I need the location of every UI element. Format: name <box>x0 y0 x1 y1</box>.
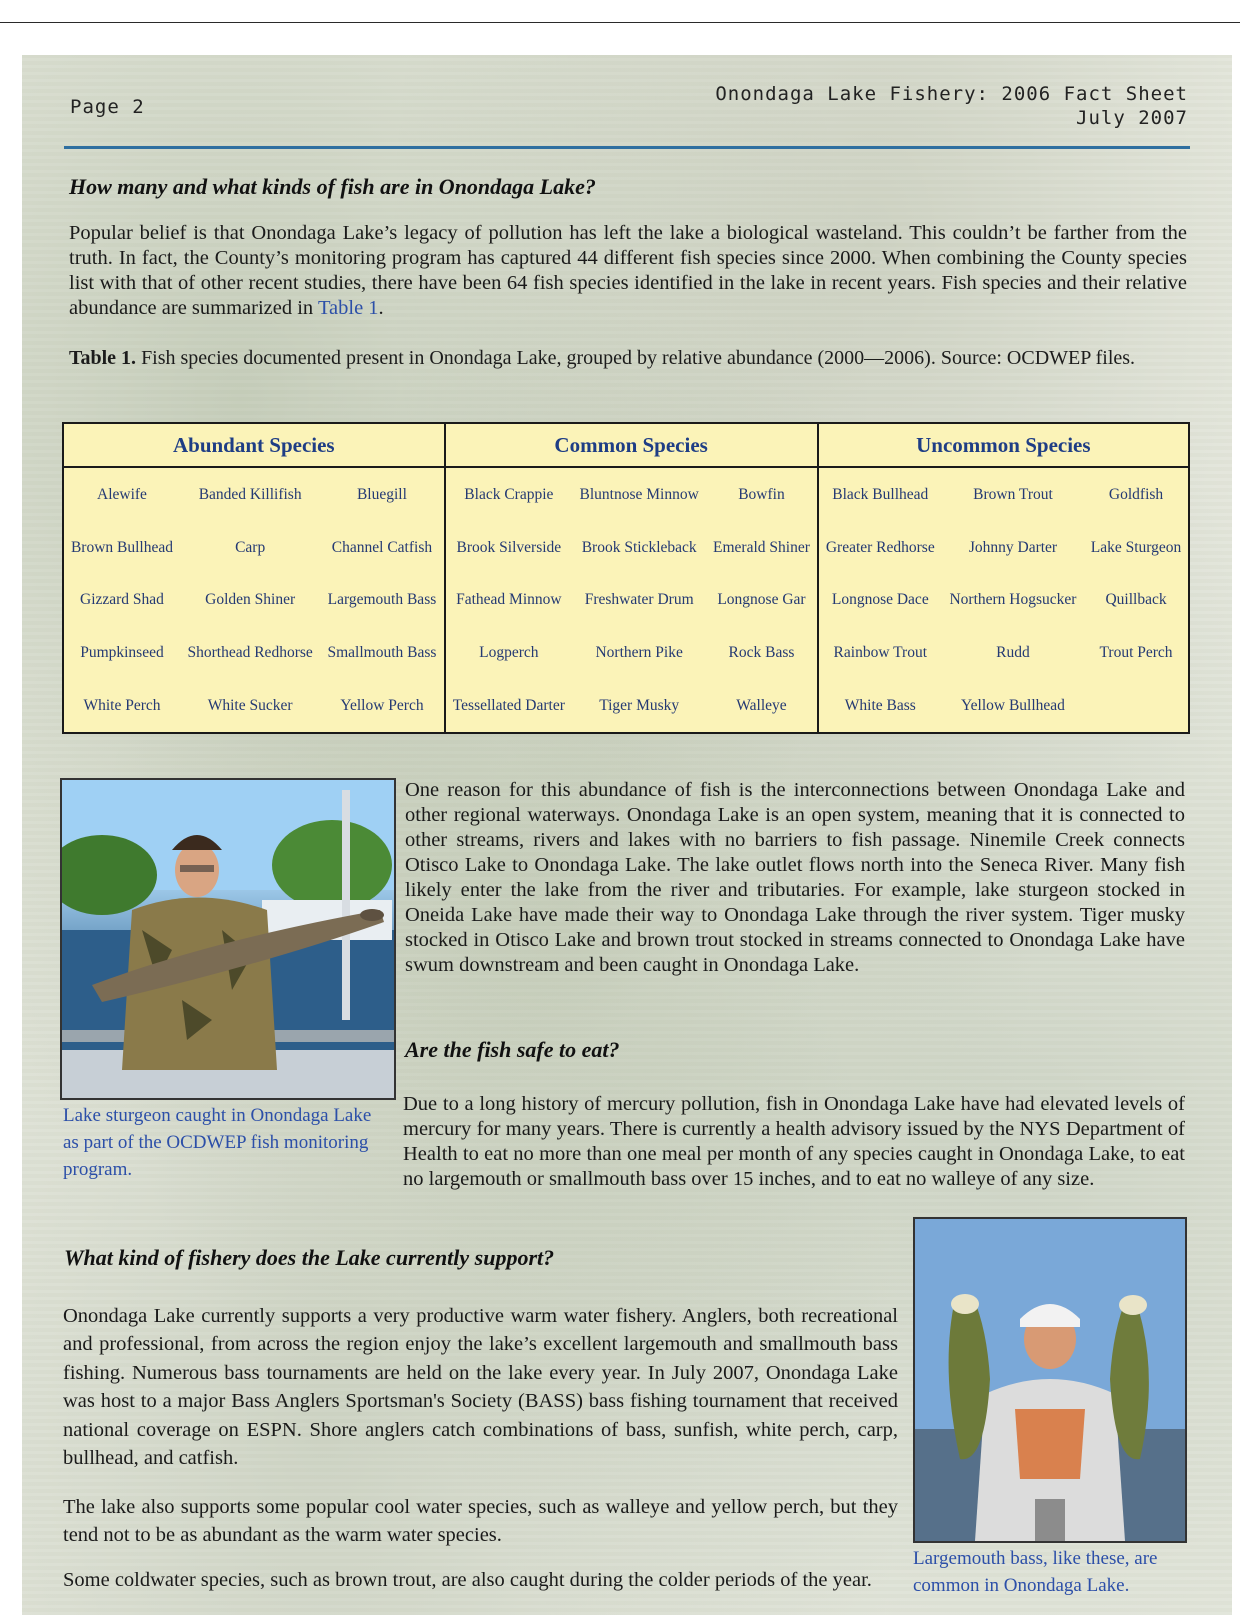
species-cell: Banded Killifish <box>198 486 302 504</box>
bass-photo-illustration <box>915 1219 1185 1541</box>
species-cell: Northern Pike <box>595 643 683 661</box>
species-cell: Quillback <box>1105 591 1167 609</box>
species-cell: Johnny Darter <box>968 539 1058 557</box>
species-cell: Trout Perch <box>1099 643 1173 661</box>
sturgeon-photo-caption: Lake sturgeon caught in Onondaga Lake as part of the OCDWEP fish monitoring program. <box>63 1105 372 1180</box>
fish-species-table <box>62 422 1190 734</box>
species-cell: Northern Hogsucker <box>949 591 1077 609</box>
species-cell: Black Crappie <box>464 486 554 504</box>
species-cell: Black Bullhead <box>832 486 929 504</box>
species-cell: Brook Stickleback <box>581 539 697 557</box>
species-cell: White Perch <box>83 696 161 714</box>
species-cell: Bowfin <box>706 467 818 521</box>
sturgeon-photo-illustration <box>62 780 394 1098</box>
table-row <box>63 679 1189 733</box>
header-title: Onondaga Lake Fishery: 2006 Fact Sheet <box>715 83 1188 105</box>
section-heading-fishery: What kind of fishery does the Lake currently support? <box>64 1245 555 1270</box>
species-cell: Largemouth Bass <box>320 574 444 626</box>
species-cell: Walleye <box>706 679 818 733</box>
species-cell: Alewife <box>97 486 147 504</box>
species-cell: Longnose Dace <box>831 591 929 609</box>
species-cell: Brown Trout <box>973 486 1053 504</box>
header-uncommon: Uncommon Species <box>818 423 1189 467</box>
species-cell: Goldfish <box>1108 486 1164 504</box>
abundance-paragraph: One reason for this abundance of fish is the interconnections between Onondaga Lake and other regional waterways. Onondaga Lake is an open system, meaning that it is connected to other streams, rivers and lakes with no barriers to fish passage. Ninemile Creek connects Otisco Lake to Onondaga Lake. The lake outlet flows north into the Seneca River. Many fish likely enter the lake from the river and tributaries. For example, lake sturgeon stocked in Oneida Lake have made their way to Onondaga Lake through the river system. Tiger musky stocked in Otisco Lake and brown trout stocked in streams connected to Onondaga Lake have swum downstream and been caught in Onondaga Lake. <box>405 779 1185 976</box>
table-row <box>63 467 1189 521</box>
species-cell: Longnose Gar <box>706 574 818 626</box>
species-cell: Shorthead Redhorse <box>187 643 313 661</box>
species-cell: Rudd <box>996 643 1030 661</box>
species-cell: Rock Bass <box>706 626 818 678</box>
table-row <box>63 521 1189 573</box>
section-heading-safe-to-eat: Are the fish safe to eat? <box>405 1037 620 1062</box>
species-cell: Yellow Bullhead <box>961 696 1065 714</box>
scan-edge-line <box>0 22 1240 23</box>
fishery-paragraph-2: The lake also supports some popular cool water species, such as walleye and yellow perch, but they tend not to be as abundant as the warm water species. <box>63 1496 898 1546</box>
table-label: Table 1. <box>69 347 137 369</box>
table-caption <box>69 346 1187 371</box>
species-cell: Pumpkinseed <box>80 643 164 661</box>
page-number: Page 2 <box>70 96 145 118</box>
species-cell: Gizzard Shad <box>80 591 164 609</box>
header-common: Common Species <box>445 423 818 467</box>
species-cell: Lake Sturgeon <box>1090 539 1182 557</box>
species-cell: Brook Silverside <box>456 539 562 557</box>
fishery-paragraph-1: Onondaga Lake currently supports a very productive warm water fishery. Anglers, both recreational and professional, from across the region enjoy the lake’s excellent largemouth and smallmouth bass fishing. Numerous bass tournaments are held on the lake every year. In July 2007, Onondaga Lake was host to a major Bass Anglers Sportsman's Society (BASS) bass fishing tournament that received national coverage on ESPN. Shore anglers catch combinations of bass, sunfish, white perch, carp, bullhead, and catfish. <box>63 1305 898 1470</box>
mercury-paragraph: Due to a long history of mercury pollution, fish in Onondaga Lake have had elevated levels of mercury for many years. There is currently a health advisory issued by the NYS Department of Health to eat no more than one meal per month of any species caught in Onondaga Lake, to eat no largemouth or smallmouth bass over 15 inches, and to eat no walleye of any size. <box>403 1093 1185 1190</box>
species-cell <box>1084 679 1189 733</box>
header-title-block <box>715 82 1188 130</box>
species-cell: Rainbow Trout <box>833 643 928 661</box>
species-cell: Brown Bullhead <box>70 539 173 557</box>
sturgeon-photo <box>60 778 396 1100</box>
header-date: July 2007 <box>1076 107 1188 129</box>
species-cell: Emerald Shiner <box>706 521 818 573</box>
species-cell: White Sucker <box>207 696 293 714</box>
intro-text-end: . <box>378 297 384 319</box>
species-cell: Yellow Perch <box>320 679 444 733</box>
header-rule <box>64 146 1190 149</box>
species-cell: Smallmouth Bass <box>320 626 444 678</box>
header-abundant: Abundant Species <box>63 423 445 467</box>
section-heading-fish-count: How many and what kinds of fish are in Onondaga Lake? <box>69 174 596 199</box>
species-cell: Bluntnose Minnow <box>579 486 699 504</box>
table1-link[interactable]: Table 1 <box>317 297 379 319</box>
species-cell: Logperch <box>479 643 539 661</box>
species-cell: Freshwater Drum <box>584 591 694 609</box>
bass-photo <box>913 1217 1187 1543</box>
intro-text: Popular belief is that Onondaga Lake’s legacy of pollution has left the lake a biological wasteland. This couldn’t be farther from the truth. In fact, the County’s monitoring program has captured 44 different fish species since 2000. When combining the County species list with that of other recent studies, there have been 64 fish species identified in the lake in recent years. Fish species and their relative abundance are summarized in <box>69 222 1187 319</box>
table-row <box>63 626 1189 678</box>
species-cell: Tessellated Darter <box>452 696 565 714</box>
species-cell: Channel Catfish <box>320 521 444 573</box>
species-cell: Tiger Musky <box>599 696 680 714</box>
table-caption-text: Fish species documented present in Onondaga Lake, grouped by relative abundance (2000—2006). Source: OCDWEP files. <box>136 347 1136 369</box>
species-cell: Fathead Minnow <box>456 591 562 609</box>
table-row <box>63 574 1189 626</box>
intro-paragraph <box>69 221 1187 321</box>
species-cell: Bluegill <box>320 467 444 521</box>
species-cell: Golden Shiner <box>205 591 296 609</box>
species-cell: White Bass <box>844 696 916 714</box>
fishery-paragraph-3: Some coldwater species, such as brown trout, are also caught during the colder periods of the year. <box>63 1569 872 1591</box>
species-cell: Carp <box>235 539 266 557</box>
bass-photo-caption: Largemouth bass, like these, are common in Onondaga Lake. <box>913 1548 1158 1596</box>
species-cell: Greater Redhorse <box>825 539 935 557</box>
